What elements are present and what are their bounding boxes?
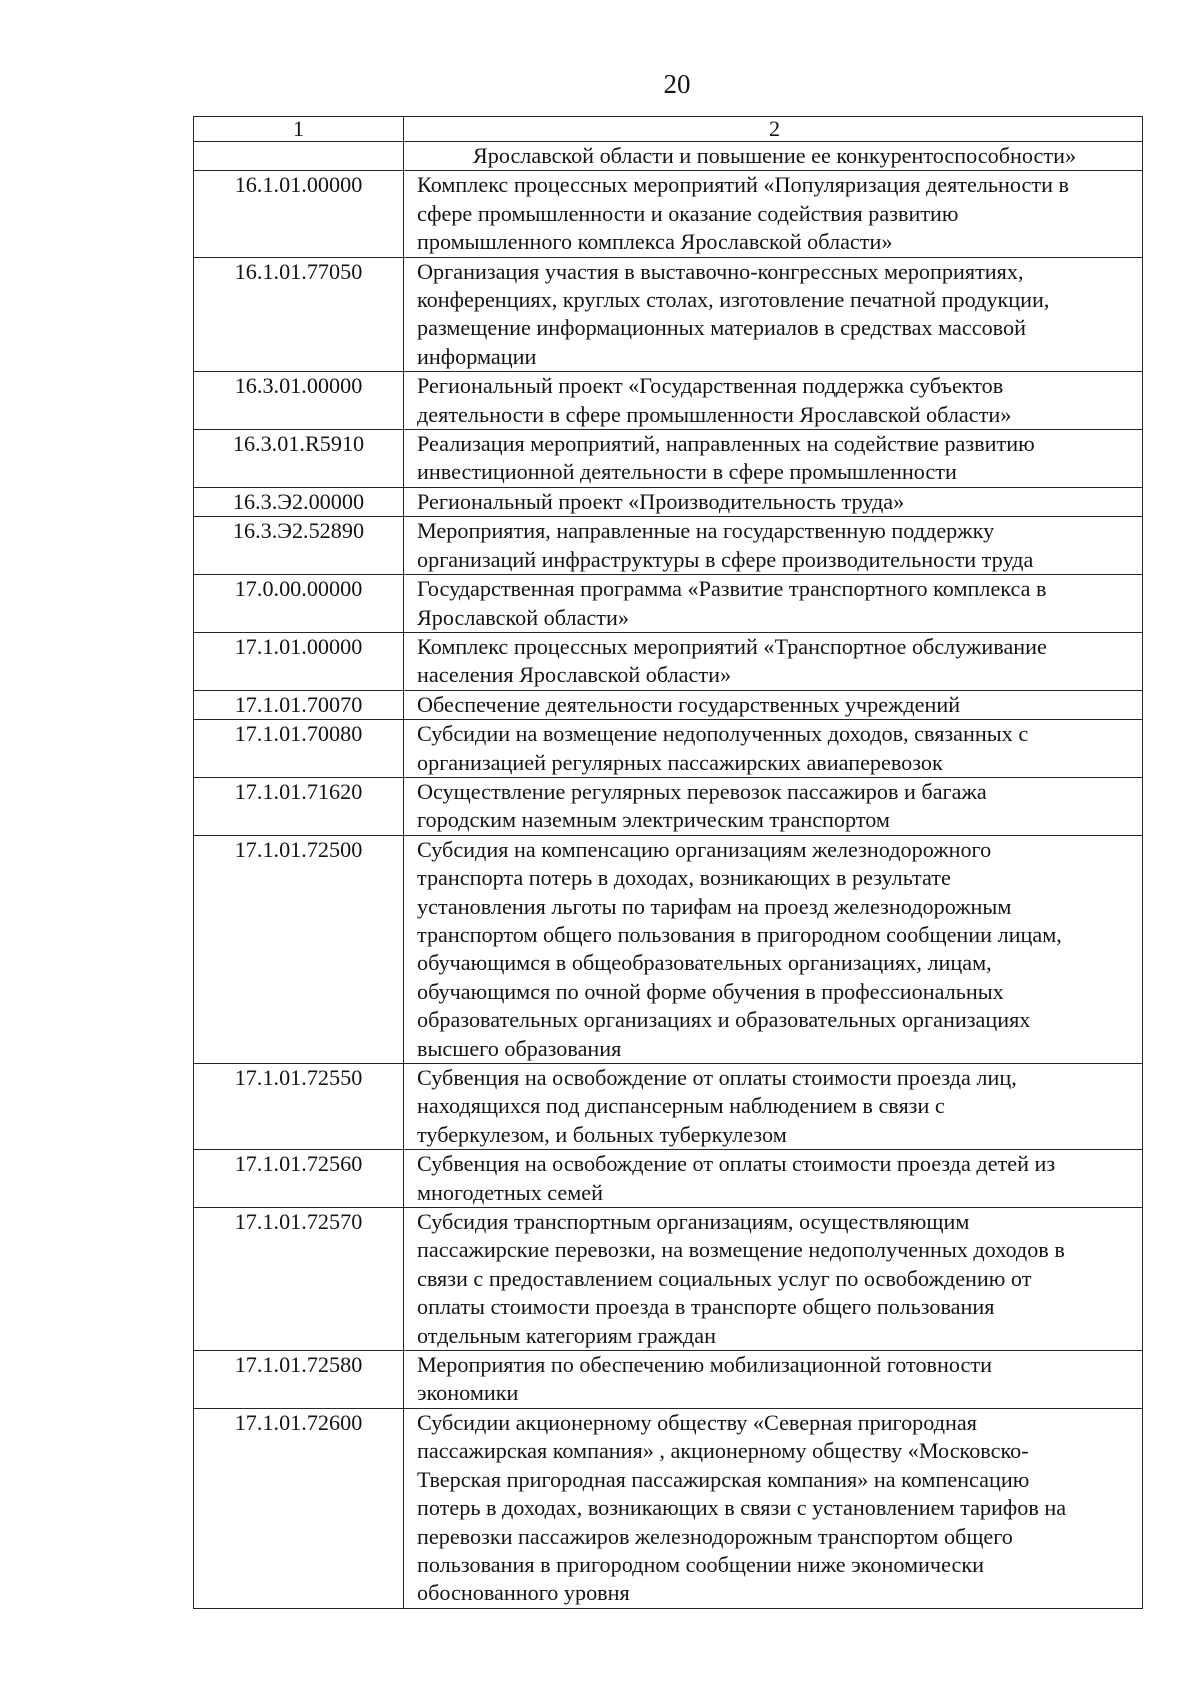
description-line: транспорта потерь в доходах, возникающих в результате xyxy=(417,865,951,891)
table-row xyxy=(194,632,1143,690)
row-description xyxy=(404,1408,1143,1608)
description-line: информации xyxy=(417,343,537,369)
table-row xyxy=(194,1408,1143,1608)
description-line: Обеспечение деятельности государственных учреждений xyxy=(417,691,961,717)
table-row xyxy=(194,690,1143,719)
table-row xyxy=(194,1150,1143,1208)
row-code: 16.3.Э2.00000 xyxy=(194,487,404,516)
description-line: Региональный проект «Производительность труда» xyxy=(417,488,905,514)
description-line: Субсидии акционерному обществу «Северная пригородная xyxy=(417,1409,977,1435)
description-line: Государственная программа «Развитие транспортного комплекса в xyxy=(417,576,1047,602)
row-description xyxy=(404,720,1143,778)
row-code: 17.1.01.72550 xyxy=(194,1064,404,1150)
row-code: 16.1.01.00000 xyxy=(194,171,404,257)
row-description xyxy=(404,517,1143,575)
table-row xyxy=(194,171,1143,257)
description-line: организацией регулярных пассажирских авиаперевозок xyxy=(417,749,943,775)
row-description xyxy=(404,257,1143,372)
row-code: 17.1.01.70080 xyxy=(194,720,404,778)
table-row xyxy=(194,487,1143,516)
row-code: 17.1.01.72560 xyxy=(194,1150,404,1208)
row-description xyxy=(404,575,1143,633)
description-line: пассажирская компания» , акционерному обществу «Московско- xyxy=(417,1438,1029,1464)
table-row xyxy=(194,257,1143,372)
description-line: пользования в пригородном сообщении ниже экономически xyxy=(417,1551,984,1577)
description-line: Мероприятия, направленные на государственную поддержку xyxy=(417,518,995,544)
table-row xyxy=(194,430,1143,488)
description-line: размещение информационных материалов в средствах массовой xyxy=(417,315,1026,341)
row-description xyxy=(404,1064,1143,1150)
description-line: туберкулезом, и больных туберкулезом xyxy=(417,1121,787,1147)
row-description xyxy=(404,487,1143,516)
row-code: 17.1.01.00000 xyxy=(194,632,404,690)
table-row xyxy=(194,835,1143,1063)
table-row xyxy=(194,517,1143,575)
description-line: городским наземным электрическим транспортом xyxy=(417,807,890,833)
table-row xyxy=(194,372,1143,430)
row-description xyxy=(404,777,1143,835)
description-line: Осуществление регулярных перевозок пассажиров и багажа xyxy=(417,778,987,804)
description-line: Субсидии на возмещение недополученных доходов, связанных с xyxy=(417,721,1029,747)
description-line: Реализация мероприятий, направленных на содействие развитию xyxy=(417,431,1035,457)
table-row xyxy=(194,1351,1143,1409)
table-row xyxy=(194,720,1143,778)
table-header-row xyxy=(194,117,1143,142)
table-row xyxy=(194,1208,1143,1351)
description-line: обучающимся по очной форме обучения в профессиональных xyxy=(417,978,1004,1004)
description-line: Субсидия на компенсацию организациям железнодорожного xyxy=(417,836,992,862)
row-description xyxy=(404,372,1143,430)
description-line: потерь в доходах, возникающих в связи с установлением тарифов на xyxy=(417,1495,1067,1521)
description-line: Субвенция на освобождение от оплаты стоимости проезда детей из xyxy=(417,1151,1056,1177)
description-line: высшего образования xyxy=(417,1035,622,1061)
row-description xyxy=(404,430,1143,488)
description-line: оплаты стоимости проезда в транспорте общего пользования xyxy=(417,1294,995,1320)
description-line: инвестиционной деятельности в сфере промышленности xyxy=(417,459,957,485)
row-code: 17.1.01.72580 xyxy=(194,1351,404,1409)
description-line: транспортом общего пользования в пригородном сообщении лицам, xyxy=(417,921,1062,947)
description-line: перевозки пассажиров железнодорожным транспортом общего xyxy=(417,1523,1013,1549)
description-line: сфере промышленности и оказание содействия развитию xyxy=(417,200,959,226)
description-line: Организация участия в выставочно-конгрессных мероприятиях, xyxy=(417,258,1024,284)
description-line: промышленного комплекса Ярославской области» xyxy=(417,229,893,255)
continuation-row xyxy=(194,142,1143,171)
row-code: 16.3.01.00000 xyxy=(194,372,404,430)
row-code: 17.1.01.70070 xyxy=(194,690,404,719)
description-line: образовательных организациях и образовательных организациях xyxy=(417,1007,1031,1033)
row-code: 16.3.Э2.52890 xyxy=(194,517,404,575)
row-code: 16.1.01.77050 xyxy=(194,257,404,372)
description-line: конференциях, круглых столах, изготовление печатной продукции, xyxy=(417,287,1050,313)
description-line: Ярославской области» xyxy=(417,604,629,630)
row-description xyxy=(404,632,1143,690)
description-line: обоснованного уровня xyxy=(417,1580,630,1606)
description-line: экономики xyxy=(417,1380,519,1406)
budget-classification-table xyxy=(193,116,1143,1609)
description-line: организаций инфраструктуры в сфере производительности труда xyxy=(417,546,1034,572)
row-description xyxy=(404,835,1143,1063)
description-line: деятельности в сфере промышленности Ярославской области» xyxy=(417,401,1012,427)
row-code: 17.1.01.72600 xyxy=(194,1408,404,1608)
description-line: находящихся под диспансерным наблюдением в связи с xyxy=(417,1093,945,1119)
description-line: многодетных семей xyxy=(417,1179,603,1205)
description-line: Тверская пригородная пассажирская компания» на компенсацию xyxy=(417,1466,1030,1492)
row-code: 16.3.01.R5910 xyxy=(194,430,404,488)
column-1-header: 1 xyxy=(194,117,404,142)
page-number: 20 xyxy=(663,69,691,99)
continuation-code-cell xyxy=(194,142,404,171)
description-line: Комплекс процессных мероприятий «Популяризация деятельности в xyxy=(417,172,1069,198)
row-description xyxy=(404,1208,1143,1351)
table-body xyxy=(194,117,1143,1609)
row-code: 17.1.01.72570 xyxy=(194,1208,404,1351)
description-line: Комплекс процессных мероприятий «Транспортное обслуживание xyxy=(417,633,1047,659)
description-line: пассажирские перевозки, на возмещение недополученных доходов в xyxy=(417,1237,1065,1263)
row-code: 17.1.01.71620 xyxy=(194,777,404,835)
description-line: отдельным категориям граждан xyxy=(417,1322,716,1348)
column-2-header: 2 xyxy=(404,117,1143,142)
row-code: 17.0.00.00000 xyxy=(194,575,404,633)
description-line: Мероприятия по обеспечению мобилизационной готовности xyxy=(417,1352,992,1378)
description-line: населения Ярославской области» xyxy=(417,662,732,688)
table-row xyxy=(194,1064,1143,1150)
row-description xyxy=(404,1351,1143,1409)
description-line: Субвенция на освобождение от оплаты стоимости проезда лиц, xyxy=(417,1065,1017,1090)
description-line: установления льготы по тарифам на проезд железнодорожным xyxy=(417,893,1012,919)
row-description xyxy=(404,171,1143,257)
description-line: Региональный проект «Государственная поддержка субъектов xyxy=(417,373,1004,399)
description-line: обучающимся в общеобразовательных организациях, лицам, xyxy=(417,950,992,976)
row-description xyxy=(404,1150,1143,1208)
row-code: 17.1.01.72500 xyxy=(194,835,404,1063)
row-description xyxy=(404,690,1143,719)
continuation-text: Ярославской области и повышение ее конкурентоспособности» xyxy=(404,142,1143,171)
table-row xyxy=(194,575,1143,633)
table-row xyxy=(194,777,1143,835)
description-line: Субсидия транспортным организациям, осуществляющим xyxy=(417,1209,970,1235)
description-line: связи с предоставлением социальных услуг по освобождению от xyxy=(417,1265,1032,1291)
